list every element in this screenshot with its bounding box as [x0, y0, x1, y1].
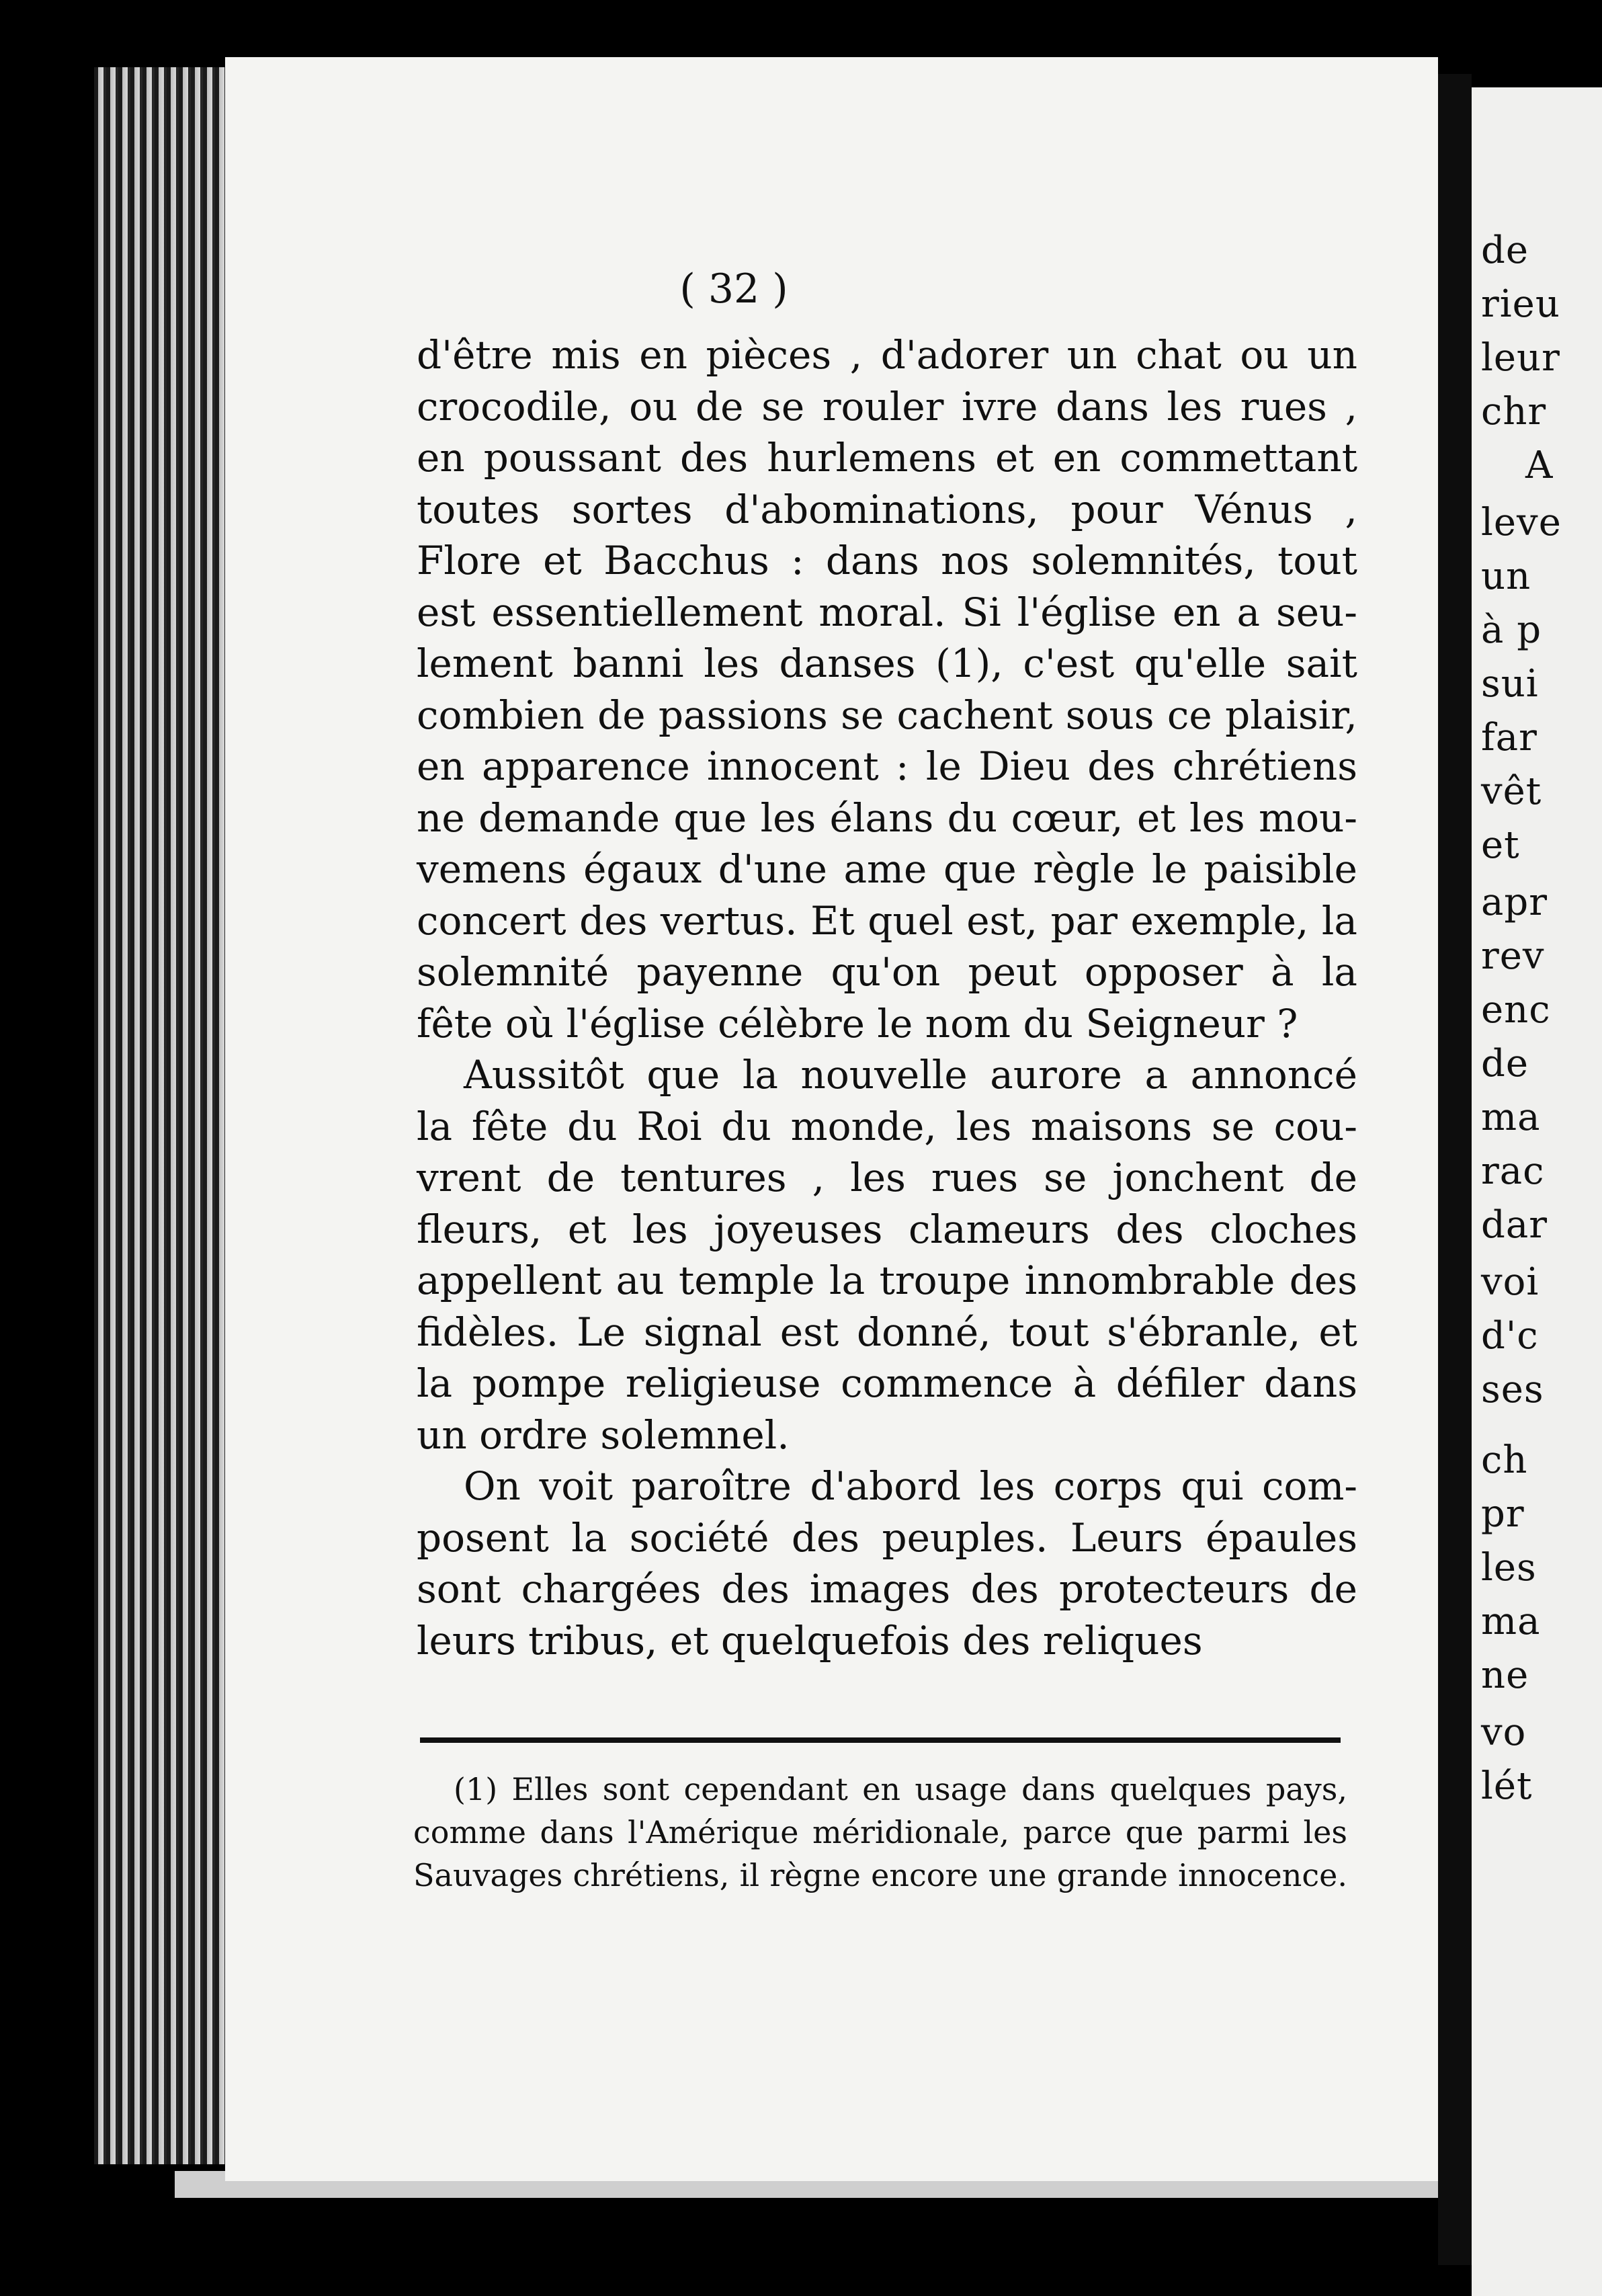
text-line: Flore et Bacchus : dans nos solemnités, tout [417, 538, 1357, 583]
text-line: appellent au temple la troupe innombrable des [417, 1258, 1357, 1303]
facing-page-fragment: ch [1481, 1438, 1528, 1482]
facing-page-fragment: enc [1481, 988, 1551, 1032]
facing-page-fragment: apr [1481, 880, 1548, 924]
footnote [413, 1768, 1347, 1897]
text-line: fidèles. Le signal est donné, tout s'ébranle, et [417, 1309, 1357, 1355]
facing-page-fragment: rac [1481, 1149, 1545, 1193]
body-text [417, 329, 1357, 1666]
footnote-line: (1) Elles sont cependant en usage dans quelques pays, [454, 1771, 1347, 1807]
text-line: On voit paroître d'abord les corps qui com- [464, 1463, 1357, 1509]
text-line: Aussitôt que la nouvelle aurore a annoncé [464, 1052, 1357, 1098]
text-line: leurs tribus, et quelquefois des reliques [417, 1617, 1203, 1664]
text-line: la fête du Roi du monde, les maisons se cou- [417, 1103, 1357, 1149]
facing-page-fragment: rieu [1481, 282, 1560, 326]
text-line: sont chargées des images des protecteurs de [417, 1566, 1357, 1612]
text-line: en apparence innocent : le Dieu des chrétiens [417, 743, 1357, 789]
facing-page-fragment: de [1481, 1042, 1529, 1085]
text-line: toutes sortes d'abominations, pour Vénus , [417, 486, 1357, 532]
facing-page-fragment: leve [1481, 501, 1562, 544]
text-line: solemnité payenne qu'on peut opposer à la [417, 949, 1357, 995]
text-line: lement banni les danses (1), c'est qu'elle sait [417, 641, 1357, 686]
facing-page-fragment: un [1481, 555, 1531, 598]
text-line: est essentiellement moral. Si l'église en a seu- [417, 589, 1357, 635]
facing-page-fragment: et [1481, 823, 1520, 867]
facing-page-fragment: rev [1481, 934, 1545, 978]
facing-page-fragment: dar [1481, 1203, 1548, 1247]
facing-page-fragment: vo [1481, 1711, 1527, 1754]
text-line: posent la société des peuples. Leurs épaules [417, 1514, 1357, 1561]
page-edges [94, 67, 228, 2164]
facing-page-fragment: d'c [1481, 1314, 1539, 1358]
footnote-line: Sauvages chrétiens, il règne encore une grande innocence. [413, 1857, 1347, 1893]
facing-page [1472, 87, 1602, 2296]
facing-page-fragment: A [1525, 444, 1554, 487]
text-line: vrent de tentures , les rues se jonchent de [417, 1155, 1357, 1200]
facing-page-fragment: sui [1481, 662, 1539, 706]
facing-page-fragment: ne [1481, 1653, 1529, 1697]
facing-page-fragment: ses [1481, 1368, 1544, 1411]
text-line: combien de passions se cachent sous ce plaisir, [417, 692, 1357, 738]
text-line: ne demande que les élans du cœur, et les mou- [417, 794, 1357, 841]
page-number: ( 32 ) [679, 265, 788, 313]
book-gutter [1438, 74, 1472, 2265]
text-line: crocodile, ou de se rouler ivre dans les rues , [417, 383, 1357, 429]
facing-page-fragment: chr [1481, 390, 1547, 434]
text-line: un ordre solemnel. [417, 1411, 790, 1458]
text-line: fête où l'église célèbre le nom du Seigneur ? [417, 1000, 1298, 1047]
facing-page-fragment: far [1481, 716, 1537, 760]
facing-page-fragment: pr [1481, 1492, 1525, 1536]
footnote-rule [420, 1737, 1341, 1743]
facing-page-fragment: les [1481, 1546, 1537, 1590]
facing-page-fragment: à p [1481, 608, 1542, 652]
facing-page-fragment: lét [1481, 1764, 1533, 1808]
text-line: d'être mis en pièces , d'adorer un chat ou un [417, 332, 1357, 378]
facing-page-fragment: voi [1481, 1260, 1540, 1304]
facing-page-fragment: de [1481, 229, 1529, 272]
text-line: en poussant des hurlemens et en commettant [417, 435, 1357, 481]
facing-page-fragment: ma [1481, 1600, 1541, 1643]
text-line: fleurs, et les joyeuses clameurs des cloches [417, 1206, 1357, 1252]
facing-page-fragment: vêt [1481, 770, 1542, 813]
text-line: vemens égaux d'une ame que règle le paisible [417, 846, 1357, 892]
text-line: concert des vertus. Et quel est, par exemple, la [417, 897, 1357, 944]
footnote-line: comme dans l'Amérique méridionale, parce que parmi les [413, 1814, 1347, 1850]
facing-page-fragment: ma [1481, 1096, 1541, 1139]
facing-page-fragment: leur [1481, 336, 1560, 380]
text-line: la pompe religieuse commence à défiler dans [417, 1360, 1357, 1406]
